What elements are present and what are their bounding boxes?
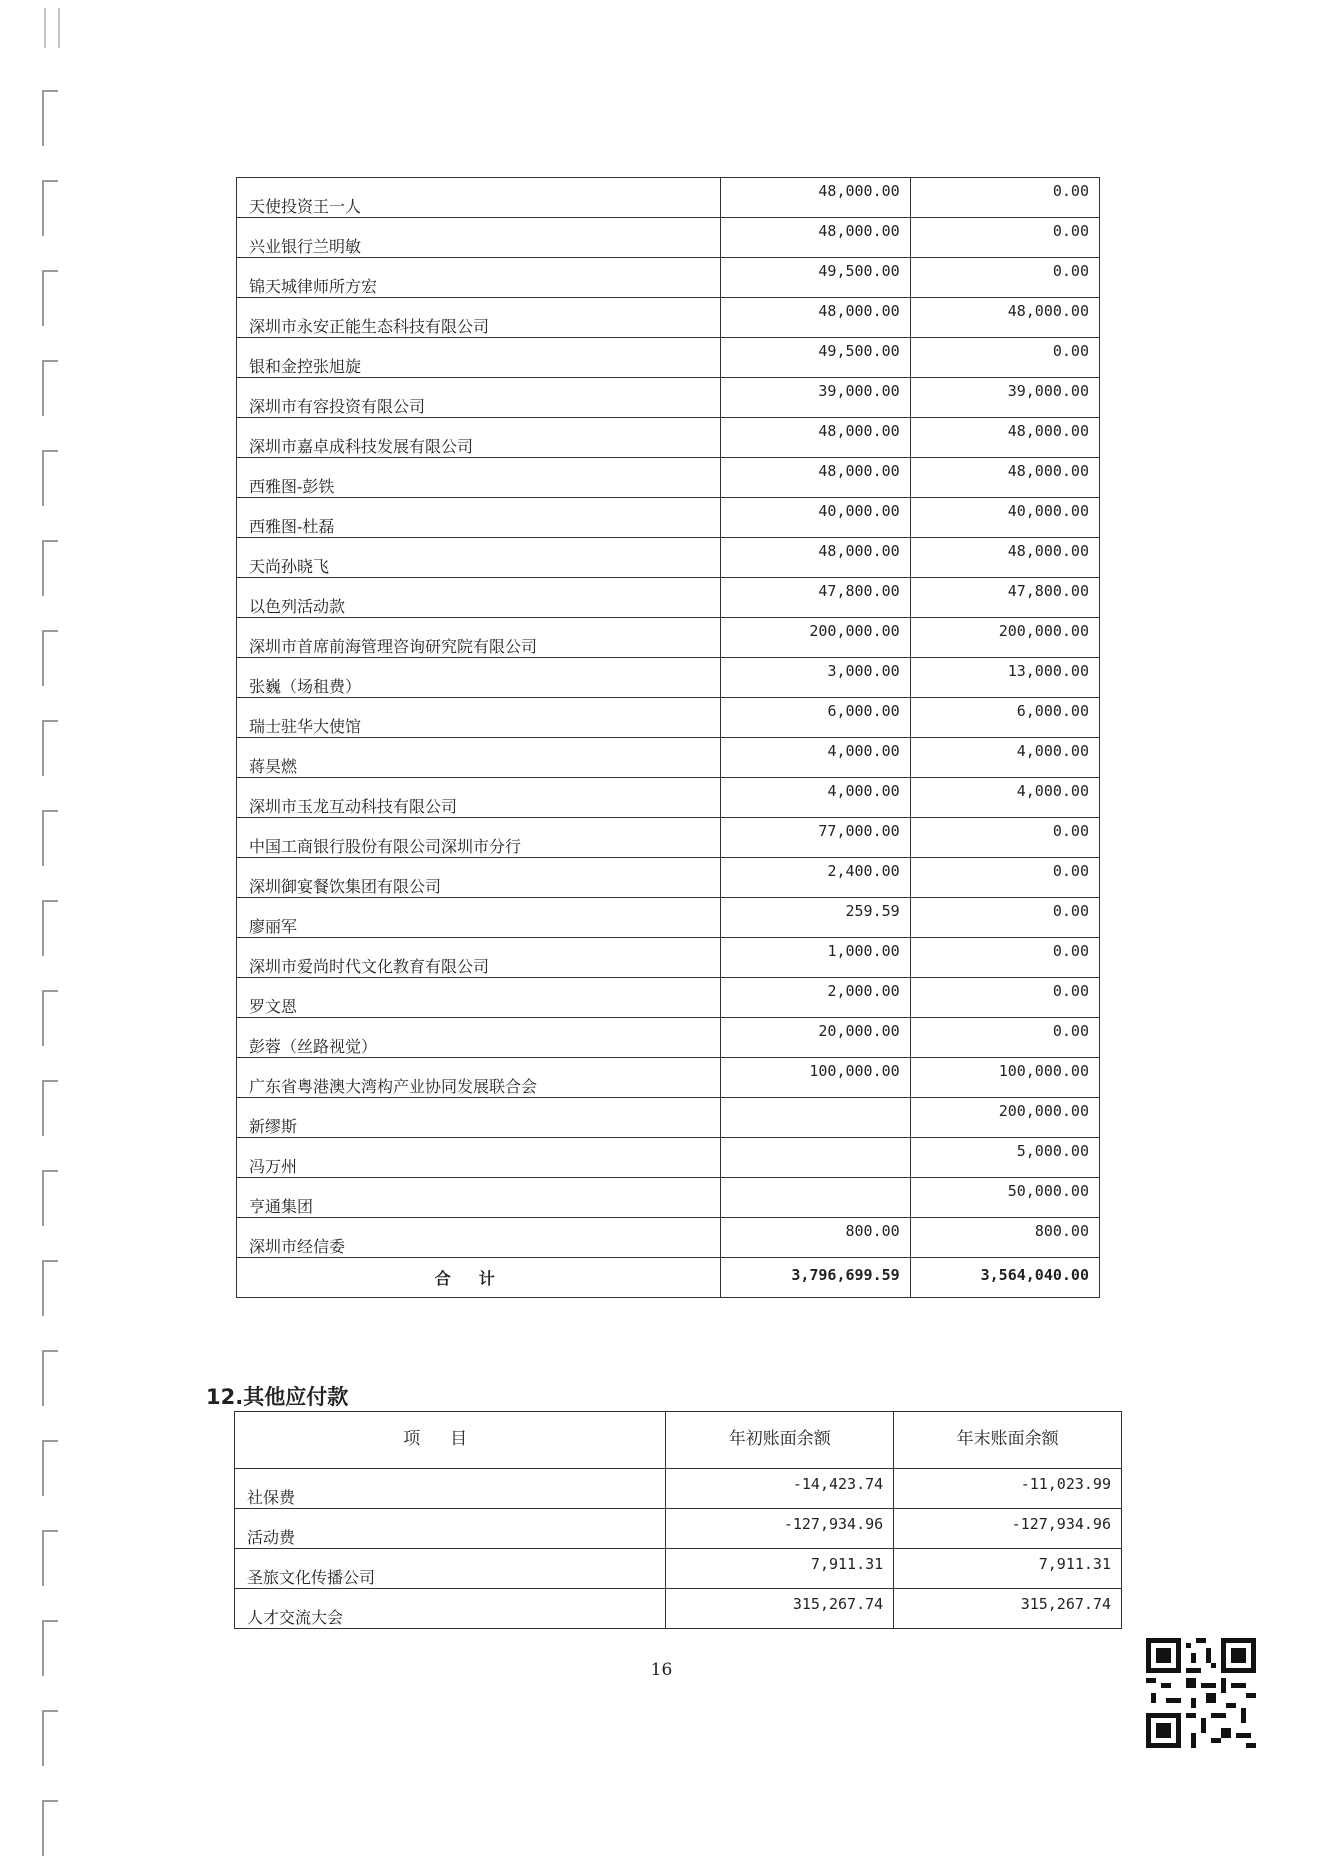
row-begin-balance: 77,000.00 (721, 818, 910, 858)
section-title: 12.其他应付款 (206, 1385, 349, 1409)
table-row (237, 498, 1100, 538)
row-begin-balance: 1,000.00 (721, 938, 910, 978)
row-begin-balance: 200,000.00 (721, 618, 910, 658)
row-end-balance: 200,000.00 (910, 618, 1099, 658)
row-end-balance: 48,000.00 (910, 538, 1099, 578)
row-name: 深圳市嘉卓成科技发展有限公司 (237, 418, 721, 458)
row-name: 天尚孙晓飞 (237, 538, 721, 578)
row-name: 深圳市玉龙互动科技有限公司 (237, 778, 721, 818)
row-end-balance: -127,934.96 (894, 1509, 1122, 1549)
row-begin-balance: 315,267.74 (666, 1589, 894, 1629)
row-end-balance: 48,000.00 (910, 418, 1099, 458)
binding-hole-mark (42, 1170, 58, 1226)
row-begin-balance: -127,934.96 (666, 1509, 894, 1549)
row-begin-balance: 48,000.00 (721, 298, 910, 338)
row-begin-balance: 20,000.00 (721, 1018, 910, 1058)
binding-hole-mark (42, 900, 58, 956)
row-name: 深圳市经信委 (237, 1218, 721, 1258)
row-begin-balance: 39,000.00 (721, 378, 910, 418)
row-name: 罗文恩 (237, 978, 721, 1018)
binding-hole-mark (42, 720, 58, 776)
row-end-balance: 0.00 (910, 938, 1099, 978)
binding-hole-mark (42, 990, 58, 1046)
row-name: 广东省粤港澳大湾构产业协同发展联合会 (237, 1058, 721, 1098)
row-name: 瑞士驻华大使馆 (237, 698, 721, 738)
table-row (237, 818, 1100, 858)
table-row (237, 938, 1100, 978)
row-begin-balance: 47,800.00 (721, 578, 910, 618)
row-name: 人才交流大会 (235, 1589, 666, 1629)
row-end-balance: 7,911.31 (894, 1549, 1122, 1589)
row-begin-balance (721, 1138, 910, 1178)
row-end-balance: 315,267.74 (894, 1589, 1122, 1629)
row-begin-balance: 2,000.00 (721, 978, 910, 1018)
binding-hole-mark (42, 1440, 58, 1496)
row-end-balance: 0.00 (910, 898, 1099, 938)
payables-detail-table (236, 177, 1100, 1298)
binding-hole-mark (42, 450, 58, 506)
row-name: 西雅图-杜磊 (237, 498, 721, 538)
row-end-balance: 48,000.00 (910, 298, 1099, 338)
row-name: 兴业银行兰明敏 (237, 218, 721, 258)
binding-hole-mark (42, 1530, 58, 1586)
row-name: 亨通集团 (237, 1178, 721, 1218)
row-name: 深圳市有容投资有限公司 (237, 378, 721, 418)
table-row (237, 1058, 1100, 1098)
row-end-balance: 800.00 (910, 1218, 1099, 1258)
table-row (237, 858, 1100, 898)
table-row (237, 1098, 1100, 1138)
total-label: 合计 (237, 1258, 721, 1298)
row-end-balance: 200,000.00 (910, 1098, 1099, 1138)
table-row (237, 458, 1100, 498)
table-row (237, 258, 1100, 298)
row-end-balance: 5,000.00 (910, 1138, 1099, 1178)
table-header-row (235, 1412, 1122, 1469)
row-name: 深圳御宴餐饮集团有限公司 (237, 858, 721, 898)
table-row (235, 1589, 1122, 1629)
table-row (237, 418, 1100, 458)
row-name: 张巍（场租费） (237, 658, 721, 698)
table-row (237, 698, 1100, 738)
table-row (237, 178, 1100, 218)
table-row (237, 1018, 1100, 1058)
row-end-balance: 4,000.00 (910, 738, 1099, 778)
binding-hole-mark (42, 270, 58, 326)
table-row (235, 1509, 1122, 1549)
row-name: 活动费 (235, 1509, 666, 1549)
row-begin-balance: 4,000.00 (721, 778, 910, 818)
row-begin-balance: 6,000.00 (721, 698, 910, 738)
row-begin-balance: 48,000.00 (721, 538, 910, 578)
row-begin-balance: 48,000.00 (721, 418, 910, 458)
binding-hole-mark (42, 810, 58, 866)
table-row (237, 378, 1100, 418)
row-end-balance: 0.00 (910, 218, 1099, 258)
row-end-balance: 50,000.00 (910, 1178, 1099, 1218)
row-end-balance: 0.00 (910, 338, 1099, 378)
binding-hole-mark (42, 1710, 58, 1766)
table-row (237, 658, 1100, 698)
binding-top-mark (44, 8, 60, 48)
row-end-balance: 13,000.00 (910, 658, 1099, 698)
table-row (237, 778, 1100, 818)
table-row (237, 1218, 1100, 1258)
row-begin-balance: 800.00 (721, 1218, 910, 1258)
binding-hole-mark (42, 180, 58, 236)
row-name: 圣旅文化传播公司 (235, 1549, 666, 1589)
row-end-balance: 48,000.00 (910, 458, 1099, 498)
row-begin-balance: 48,000.00 (721, 178, 910, 218)
row-begin-balance: 48,000.00 (721, 218, 910, 258)
table-row (235, 1469, 1122, 1509)
row-name: 深圳市首席前海管理咨询研究院有限公司 (237, 618, 721, 658)
header-begin-balance: 年初账面余额 (666, 1412, 894, 1469)
row-end-balance: 47,800.00 (910, 578, 1099, 618)
table-row (237, 298, 1100, 338)
binding-hole-mark (42, 1350, 58, 1406)
table-row (237, 1138, 1100, 1178)
row-end-balance: 39,000.00 (910, 378, 1099, 418)
row-begin-balance: 259.59 (721, 898, 910, 938)
binding-hole-mark (42, 540, 58, 596)
row-name: 彭蓉（丝路视觉） (237, 1018, 721, 1058)
table-row (237, 1178, 1100, 1218)
table-row (237, 338, 1100, 378)
row-begin-balance: -14,423.74 (666, 1469, 894, 1509)
table-row (237, 218, 1100, 258)
row-name: 天使投资王一人 (237, 178, 721, 218)
row-name: 深圳市永安正能生态科技有限公司 (237, 298, 721, 338)
row-end-balance: -11,023.99 (894, 1469, 1122, 1509)
row-begin-balance: 7,911.31 (666, 1549, 894, 1589)
row-end-balance: 100,000.00 (910, 1058, 1099, 1098)
row-begin-balance: 49,500.00 (721, 338, 910, 378)
table-row (235, 1549, 1122, 1589)
row-begin-balance: 2,400.00 (721, 858, 910, 898)
total-row (237, 1258, 1100, 1298)
row-begin-balance: 100,000.00 (721, 1058, 910, 1098)
row-name: 新缪斯 (237, 1098, 721, 1138)
row-name: 深圳市爱尚时代文化教育有限公司 (237, 938, 721, 978)
row-end-balance: 0.00 (910, 178, 1099, 218)
binding-margin (38, 0, 68, 1870)
binding-hole-mark (42, 360, 58, 416)
row-begin-balance: 49,500.00 (721, 258, 910, 298)
table-row (237, 738, 1100, 778)
table-row (237, 538, 1100, 578)
row-name: 中国工商银行股份有限公司深圳市分行 (237, 818, 721, 858)
binding-hole-mark (42, 1260, 58, 1316)
total-begin-balance: 3,796,699.59 (721, 1258, 910, 1298)
table-row (237, 618, 1100, 658)
row-end-balance: 40,000.00 (910, 498, 1099, 538)
row-begin-balance: 48,000.00 (721, 458, 910, 498)
row-end-balance: 0.00 (910, 858, 1099, 898)
row-begin-balance: 4,000.00 (721, 738, 910, 778)
header-end-balance: 年末账面余额 (894, 1412, 1122, 1469)
binding-hole-mark (42, 1080, 58, 1136)
qr-code-icon (1146, 1638, 1256, 1748)
row-begin-balance (721, 1178, 910, 1218)
row-begin-balance: 40,000.00 (721, 498, 910, 538)
row-name: 蒋昊燃 (237, 738, 721, 778)
row-begin-balance (721, 1098, 910, 1138)
binding-hole-mark (42, 1800, 58, 1856)
table-row (237, 978, 1100, 1018)
page-number: 16 (650, 1660, 673, 1680)
other-payables-table (234, 1411, 1122, 1629)
row-name: 银和金控张旭旋 (237, 338, 721, 378)
row-begin-balance: 3,000.00 (721, 658, 910, 698)
row-name: 廖丽军 (237, 898, 721, 938)
row-end-balance: 6,000.00 (910, 698, 1099, 738)
header-item: 项目 (235, 1412, 666, 1469)
row-name: 西雅图-彭铁 (237, 458, 721, 498)
row-end-balance: 0.00 (910, 978, 1099, 1018)
table-row (237, 578, 1100, 618)
row-name: 锦天城律师所方宏 (237, 258, 721, 298)
row-name: 社保费 (235, 1469, 666, 1509)
binding-hole-mark (42, 90, 58, 146)
row-name: 冯万州 (237, 1138, 721, 1178)
row-end-balance: 0.00 (910, 1018, 1099, 1058)
binding-hole-mark (42, 630, 58, 686)
row-end-balance: 0.00 (910, 818, 1099, 858)
row-end-balance: 0.00 (910, 258, 1099, 298)
row-name: 以色列活动款 (237, 578, 721, 618)
total-end-balance: 3,564,040.00 (910, 1258, 1099, 1298)
table-row (237, 898, 1100, 938)
row-end-balance: 4,000.00 (910, 778, 1099, 818)
